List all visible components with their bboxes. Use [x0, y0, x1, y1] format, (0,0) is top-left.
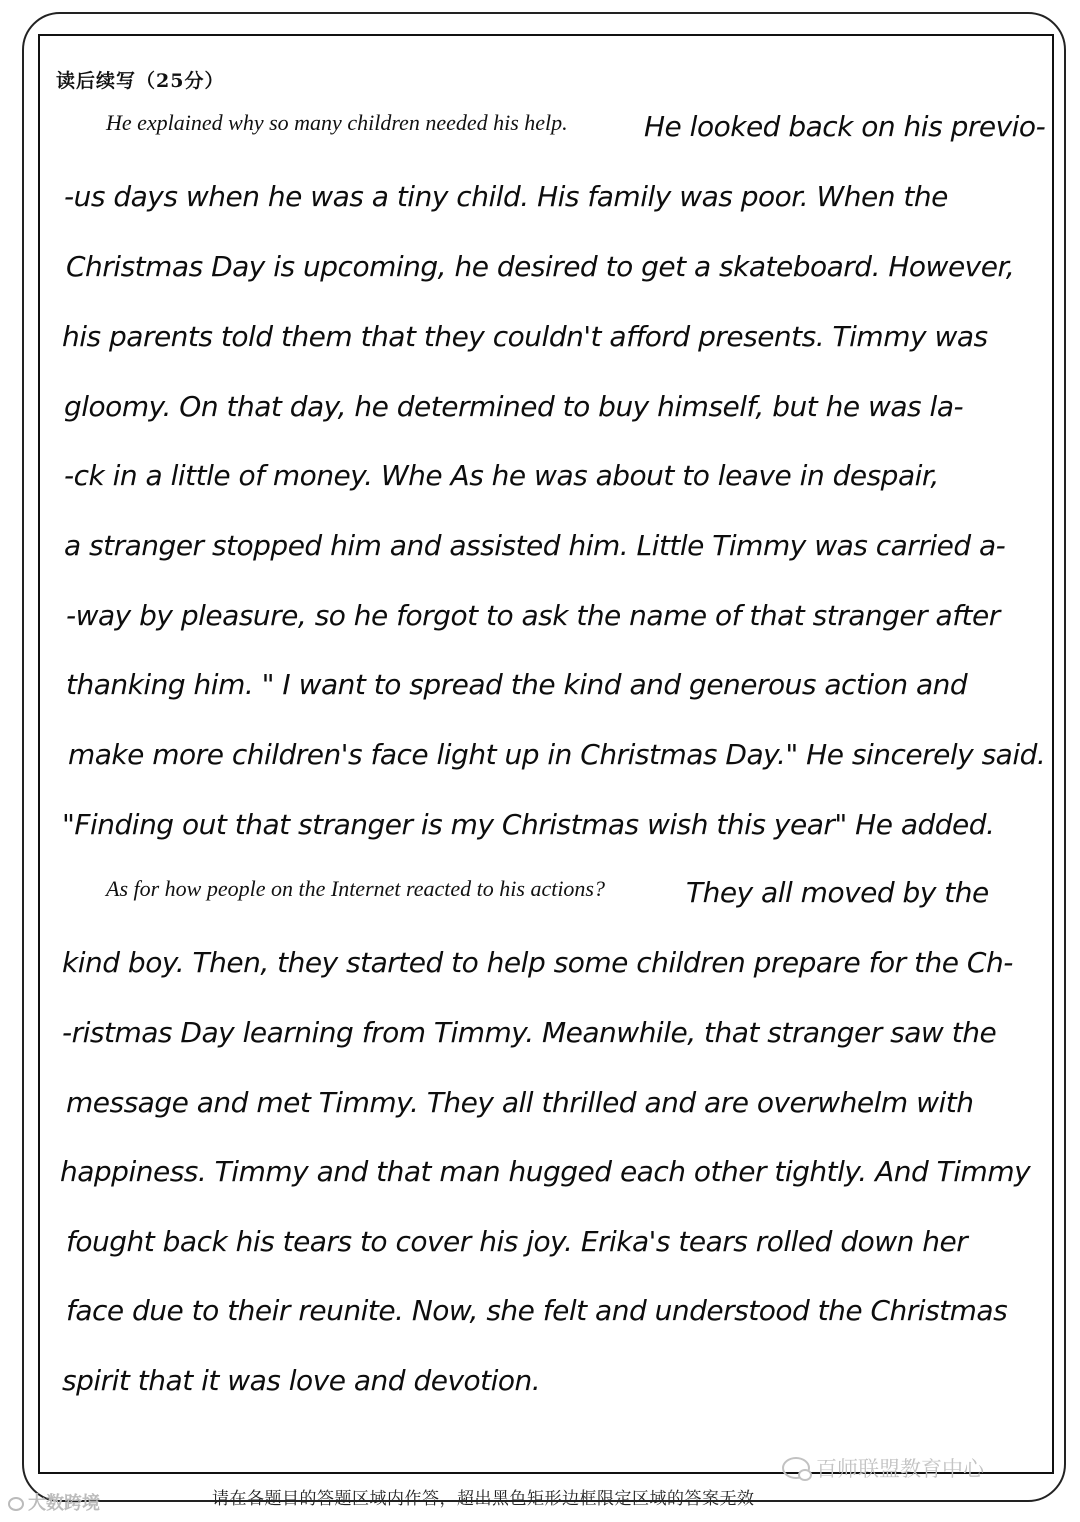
handwriting-line: -ck in a little of money. Whe As he was about to leave in despair, [64, 459, 939, 492]
watermark-right-text: 百师联盟教育中心 [816, 1457, 984, 1481]
watermark-logo-icon [8, 1497, 24, 1511]
handwriting-line: his parents told them that they couldn't afford presents. Timmy was [62, 320, 988, 353]
watermark-right [782, 1453, 984, 1483]
handwriting-line: -way by pleasure, so he forgot to ask the name of that stranger after [66, 599, 1000, 632]
handwriting-line: kind boy. Then, they started to help some children prepare for the Ch- [62, 946, 1013, 979]
watermark-left [8, 1489, 100, 1515]
section-heading: 读后续写（25分） [56, 70, 225, 92]
footer-instruction: 请在各题目的答题区域内作答，超出黑色矩形边框限定区域的答案无效 [212, 1489, 755, 1509]
handwriting-line: gloomy. On that day, he determined to buy himself, but he was la- [64, 390, 964, 423]
chat-bubble-icon [782, 1457, 810, 1479]
watermark-left-text: 大数跨境 [28, 1493, 100, 1514]
handwriting-line: Christmas Day is upcoming, he desired to get a skateboard. However, [66, 250, 1015, 283]
handwriting-line: thanking him. " I want to spread the kind and generous action and [66, 668, 968, 701]
handwriting-line: -us days when he was a tiny child. His family was poor. When the [64, 180, 948, 213]
paragraph2-prompt: As for how people on the Internet reacted to his actions? [106, 876, 605, 901]
handwriting-line: "Finding out that stranger is my Christmas wish this year" He added. [62, 808, 995, 841]
handwriting-line: -ristmas Day learning from Timmy. Meanwhile, that stranger saw the [62, 1016, 997, 1049]
handwriting-line: happiness. Timmy and that man hugged each other tightly. And Timmy [60, 1155, 1031, 1188]
handwriting-line: They all moved by the [686, 876, 989, 909]
handwriting-line: a stranger stopped him and assisted him. Little Timmy was carried a- [64, 529, 1006, 562]
handwriting-line: fought back his tears to cover his joy. Erika's tears rolled down her [66, 1225, 968, 1258]
handwriting-line: spirit that it was love and devotion. [62, 1364, 541, 1397]
handwriting-line: He looked back on his previo- [644, 110, 1046, 143]
handwriting-line: make more children's face light up in Christmas Day." He sincerely said. [68, 738, 1046, 771]
handwriting-line: face due to their reunite. Now, she felt and understood the Christmas [66, 1294, 1008, 1327]
handwriting-line: message and met Timmy. They all thrilled and are overwhelm with [66, 1086, 974, 1119]
paragraph1-prompt: He explained why so many children needed his help. [106, 110, 568, 135]
